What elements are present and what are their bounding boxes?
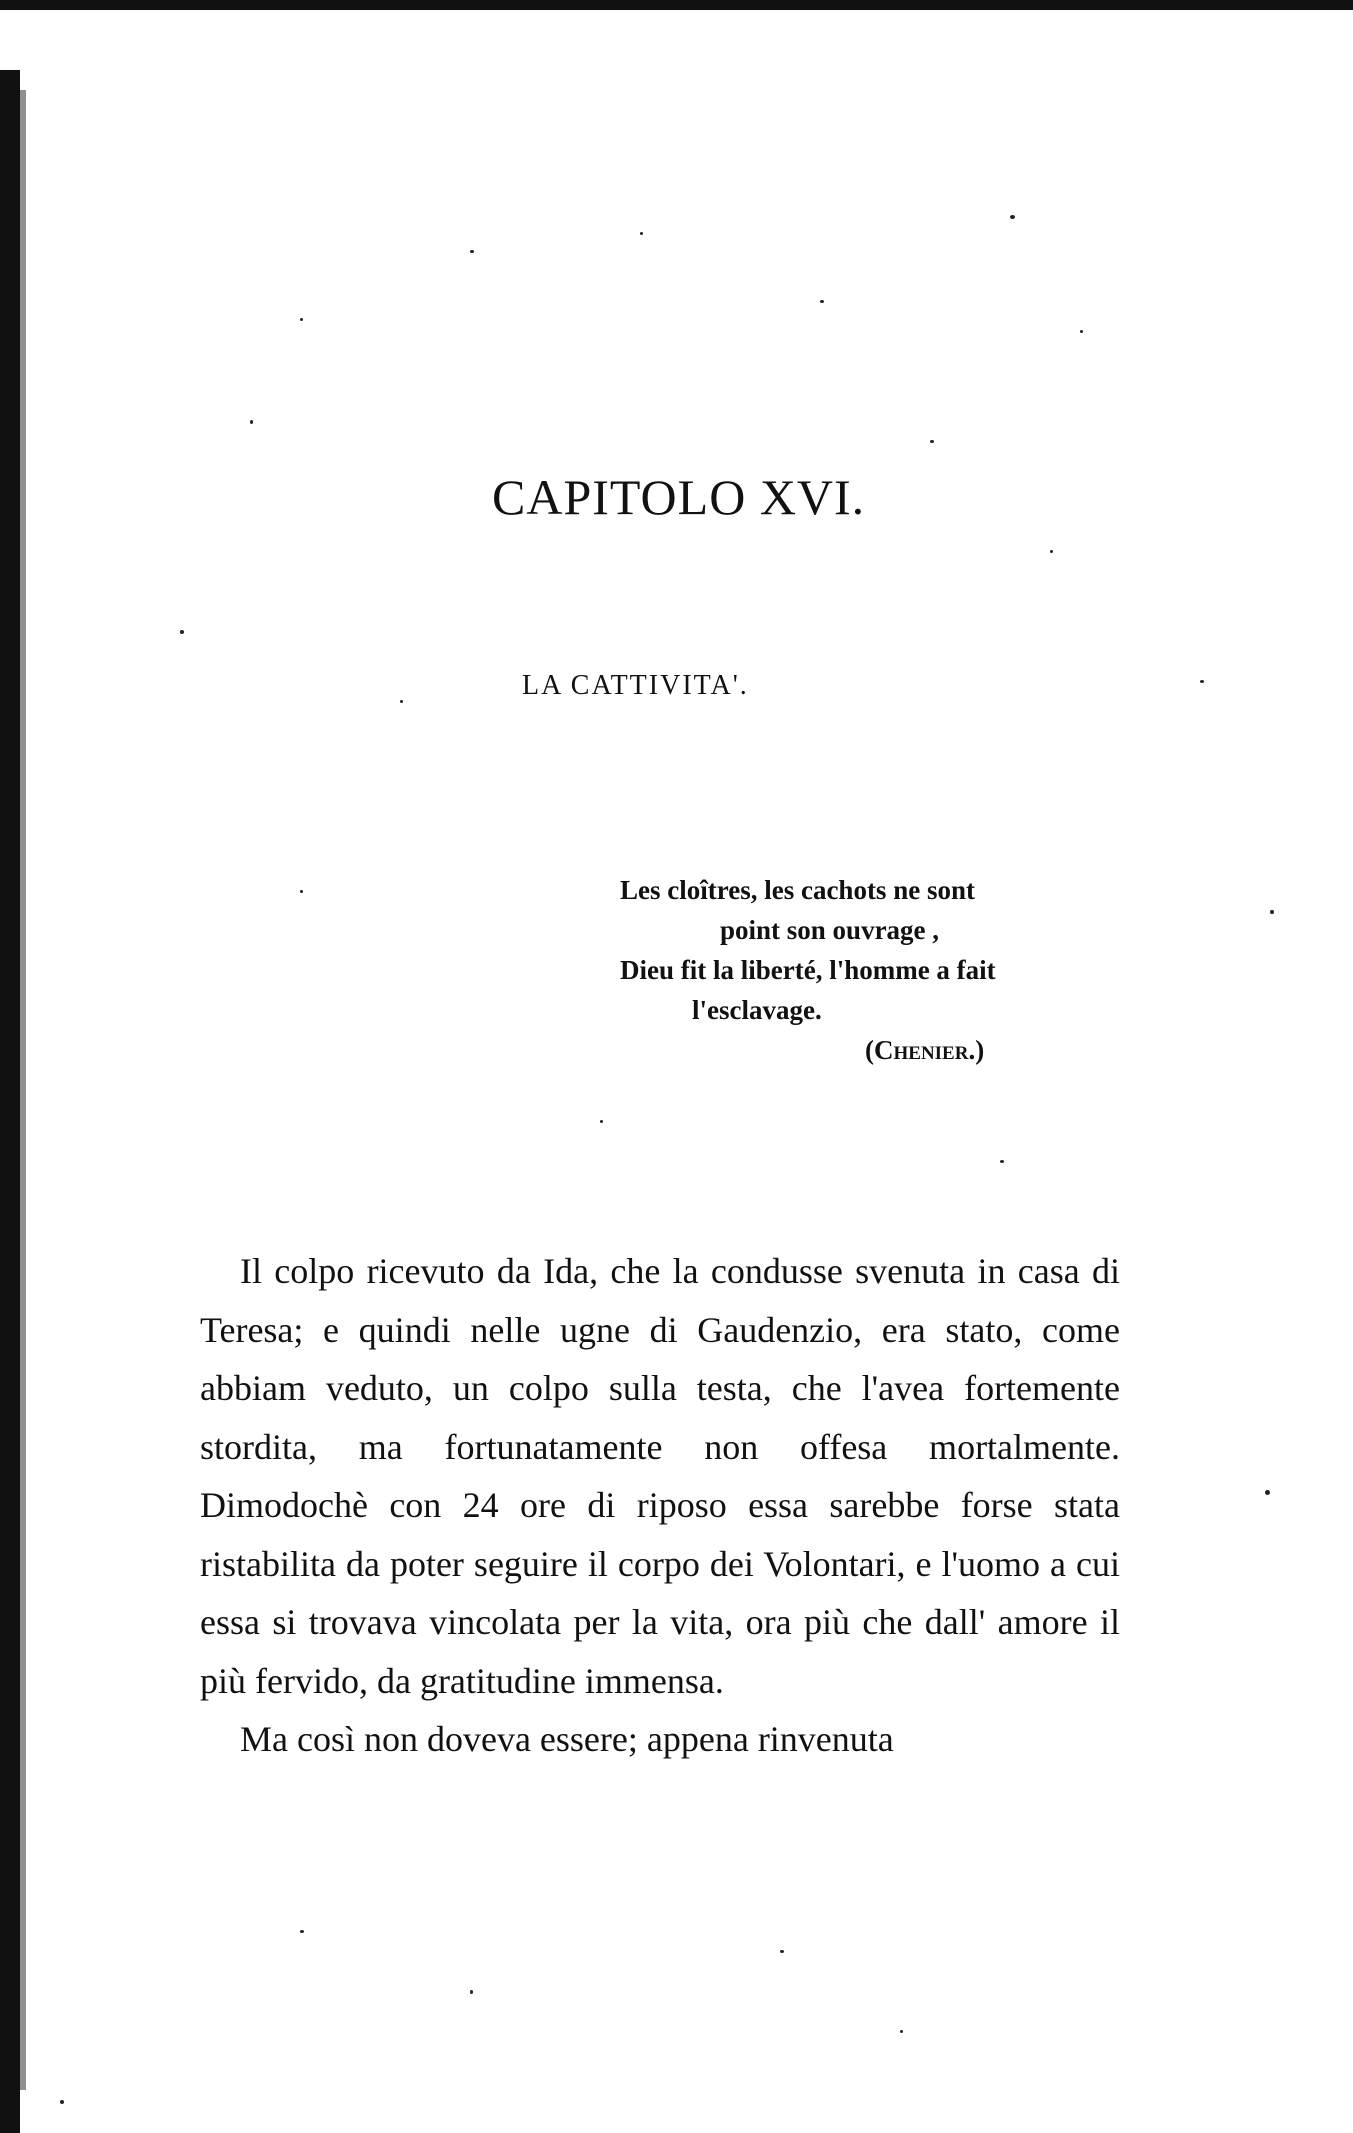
chapter-title: LA CATTIVITA'.: [522, 670, 749, 701]
scan-speck: [1200, 680, 1204, 683]
scan-speck: [930, 440, 934, 443]
scan-speck: [300, 1930, 304, 1933]
scan-speck: [300, 318, 303, 321]
scan-speck: [400, 700, 403, 703]
scan-speck: [470, 1990, 473, 1994]
page-binding-edge: [0, 70, 20, 2133]
scan-speck: [1050, 550, 1053, 553]
chapter-body: [200, 1242, 1120, 1769]
scan-speck: [780, 1950, 784, 1953]
epigraph: [620, 870, 1140, 1070]
scan-speck: [180, 630, 184, 634]
scan-speck: [1000, 1160, 1004, 1163]
scan-speck: [640, 232, 643, 235]
scan-speck: [300, 890, 303, 893]
scan-speck: [1270, 910, 1274, 914]
chapter-number-heading: CAPITOLO XVI.: [492, 469, 866, 525]
scan-speck: [600, 1120, 603, 1123]
body-paragraph: Ma così non doveva essere; appena rinvenuta: [240, 1719, 894, 1759]
body-paragraph: Il colpo ricevuto da Ida, che la condusse svenuta in casa di Teresa; e quindi nelle ugne di Gaudenzio, era stato, come abbiam veduto, un colpo sulla testa, che l'avea fortemente stordita, ma fortunatamente non offesa mortalmente. Dimodochè con 24 ore di riposo essa sarebbe forse stata ristabilita da poter seguire il corpo dei Volontari, e l'uomo a cui essa si trovava vincolata per la vita, ora più che dall' amore il più fervido, da gratitudine immensa.: [200, 1251, 1120, 1701]
epigraph-line: l'esclavage.: [692, 995, 822, 1025]
scan-speck: [60, 2100, 64, 2104]
scan-speck: [1010, 215, 1015, 219]
scan-speck: [1080, 330, 1083, 333]
scan-speck: [470, 250, 474, 253]
epigraph-attribution: (Chenier.): [865, 1035, 985, 1065]
epigraph-line: point son ouvrage ,: [720, 915, 940, 945]
scan-speck: [1265, 1490, 1270, 1495]
scan-speck: [820, 300, 824, 303]
page-top-edge: [0, 0, 1353, 10]
page-binding-shadow: [20, 90, 26, 2090]
scan-speck: [900, 2030, 903, 2033]
epigraph-line: Les cloîtres, les cachots ne sont: [620, 875, 975, 905]
scan-speck: [250, 420, 253, 424]
epigraph-line: Dieu fit la liberté, l'homme a fait: [620, 955, 996, 985]
